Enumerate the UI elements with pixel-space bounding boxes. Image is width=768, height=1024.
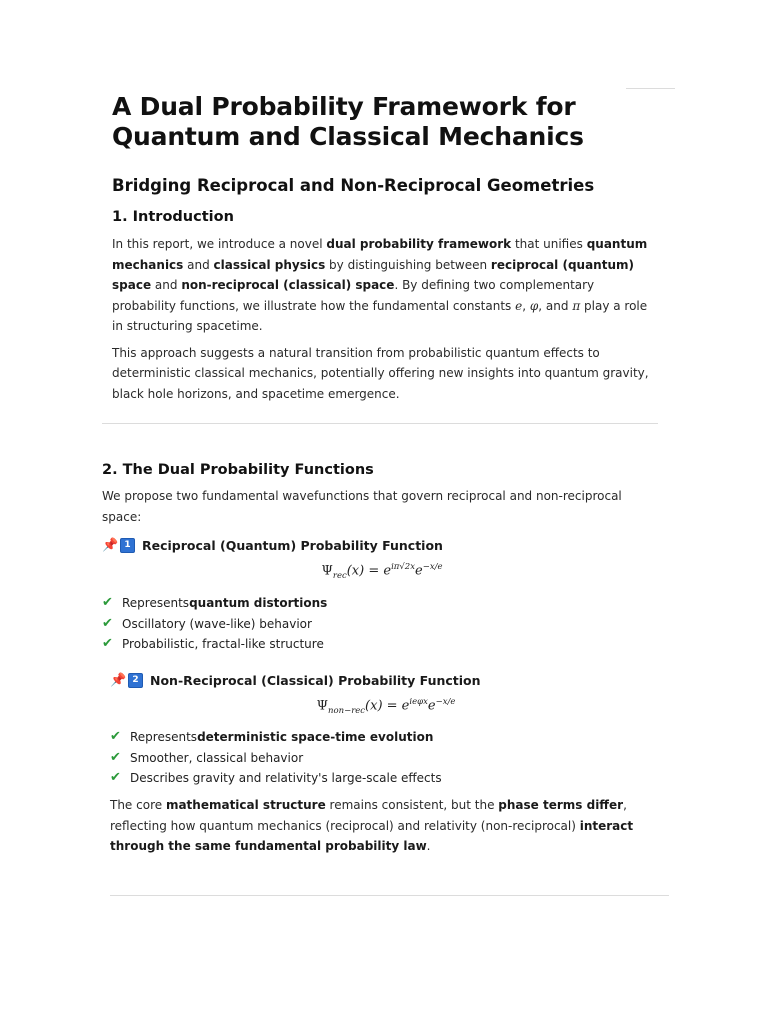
reciprocal-properties-list (102, 593, 662, 655)
list-item: ✔ Oscillatory (wave-like) behavior (102, 614, 662, 635)
check-mark-icon: ✔ (110, 728, 121, 744)
check-mark-icon: ✔ (102, 615, 113, 631)
core-structure-paragraph: The core mathematical structure remains consistent, but the phase terms differ, reflecting how quantum mechanics (reciprocal) and relativity (non-reciprocal) interact through the same fundamental probability law. (110, 798, 634, 854)
check-mark-icon: ✔ (110, 770, 121, 786)
document-subtitle: Bridging Reciprocal and Non-Reciprocal Geometries (112, 176, 595, 195)
non-reciprocal-function-heading: 📌 2 Non-Reciprocal (Classical) Probability Function (110, 673, 481, 689)
list-item: ✔ Probabilistic, fractal-like structure (102, 634, 662, 655)
dual-functions-intro: We propose two fundamental wavefunctions that govern reciprocal and non-reciprocal space: (102, 489, 622, 524)
header-section (112, 92, 652, 404)
reciprocal-function-heading: 📌 1 Reciprocal (Quantum) Probability Function (102, 538, 443, 553)
document-title: A Dual Probability Framework for Quantum and Classical Mechanics (112, 92, 584, 151)
check-mark-icon: ✔ (102, 594, 113, 610)
top-divider (626, 88, 675, 89)
list-item: ✔ Smoother, classical behavior (110, 748, 662, 769)
introduction-paragraph-2: This approach suggests a natural transition from probabilistic quantum effects to deterministic classical mechanics, potentially offering new insights into quantum gravity, black hole horizons, and spacetime emergence. (112, 345, 649, 401)
list-item: ✔ Represents deterministic space-time evolution (110, 727, 662, 748)
check-mark-icon: ✔ (110, 749, 121, 765)
list-item: ✔ Represents quantum distortions (102, 593, 662, 614)
dual-functions-section (102, 462, 662, 857)
bottom-divider (110, 895, 669, 896)
check-mark-icon: ✔ (102, 636, 113, 652)
pushpin-icon: 📌 (102, 538, 119, 553)
introduction-paragraph-1: In this report, we introduce a novel dual probability framework that unifies quantum mechanics and classical physics by distinguishing between reciprocal (quantum) space and non-reciprocal (classical) space. By defining two complementary probability functions, we illustrate how the fundamental constants e, φ, and π play a role in structuring spacetime. (112, 237, 648, 333)
non-reciprocal-equation: $\Psi_{non-rec}(x) = e^{ie\varphi x}e^{-x/e}$ (316, 697, 456, 716)
section-divider (102, 423, 658, 424)
list-item: ✔ Describes gravity and relativity's large-scale effects (110, 768, 662, 789)
non-reciprocal-block (110, 673, 662, 857)
reciprocal-equation: $\Psi_{rec}(x) = e^{i\pi√2x}e^{-x/e}$ (321, 562, 443, 581)
introduction-heading: 1. Introduction (112, 209, 234, 225)
non-reciprocal-properties-list (110, 727, 662, 789)
dual-functions-heading: 2. The Dual Probability Functions (102, 462, 374, 478)
keycap-number-icon: 1 (120, 538, 135, 553)
keycap-number-icon: 2 (128, 673, 143, 688)
pushpin-icon: 📌 (110, 673, 127, 689)
